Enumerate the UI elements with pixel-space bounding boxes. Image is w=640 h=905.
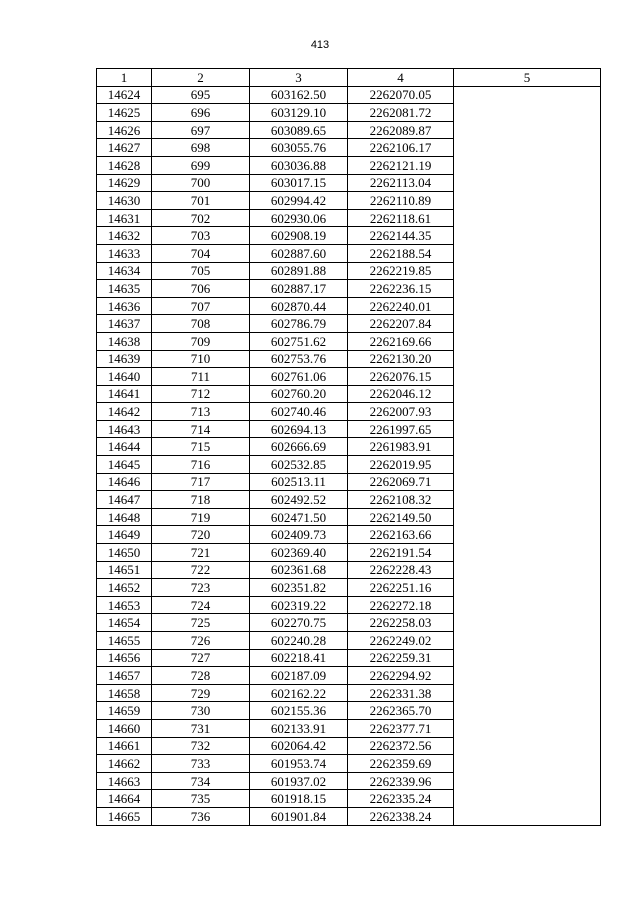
x-coordinate-cell: 602753.76: [250, 350, 348, 368]
point-number-cell: 726: [152, 632, 250, 650]
point-number-cell: 715: [152, 438, 250, 456]
point-number-cell: 722: [152, 561, 250, 579]
column-header-4: 4: [348, 69, 454, 87]
y-coordinate-cell: 2262191.54: [348, 544, 454, 562]
point-number-cell: 730: [152, 702, 250, 720]
table-header: [97, 69, 601, 87]
row-number-cell: 14633: [97, 244, 152, 262]
row-number-cell: 14636: [97, 297, 152, 315]
x-coordinate-cell: 602471.50: [250, 508, 348, 526]
y-coordinate-cell: 2262359.69: [348, 755, 454, 773]
y-coordinate-cell: 2262076.15: [348, 368, 454, 386]
row-number-cell: 14658: [97, 684, 152, 702]
row-number-cell: 14629: [97, 174, 152, 192]
table-body: [97, 86, 601, 825]
y-coordinate-cell: 2261983.91: [348, 438, 454, 456]
y-coordinate-cell: 2262118.61: [348, 209, 454, 227]
x-coordinate-cell: 602740.46: [250, 403, 348, 421]
x-coordinate-cell: 602361.68: [250, 561, 348, 579]
column-header-3: 3: [250, 69, 348, 87]
point-number-cell: 698: [152, 139, 250, 157]
x-coordinate-cell: 602694.13: [250, 420, 348, 438]
row-number-cell: 14632: [97, 227, 152, 245]
point-number-cell: 696: [152, 104, 250, 122]
row-number-cell: 14648: [97, 508, 152, 526]
row-number-cell: 14665: [97, 807, 152, 825]
x-coordinate-cell: 603089.65: [250, 121, 348, 139]
point-number-cell: 731: [152, 719, 250, 737]
row-number-cell: 14644: [97, 438, 152, 456]
row-number-cell: 14637: [97, 315, 152, 333]
x-coordinate-cell: 602155.36: [250, 702, 348, 720]
point-number-cell: 714: [152, 420, 250, 438]
x-coordinate-cell: 602994.42: [250, 192, 348, 210]
y-coordinate-cell: 2262089.87: [348, 121, 454, 139]
row-number-cell: 14661: [97, 737, 152, 755]
x-coordinate-cell: 603017.15: [250, 174, 348, 192]
x-coordinate-cell: 602409.73: [250, 526, 348, 544]
point-number-cell: 701: [152, 192, 250, 210]
row-number-cell: 14660: [97, 719, 152, 737]
x-coordinate-cell: 603055.76: [250, 139, 348, 157]
y-coordinate-cell: 2262110.89: [348, 192, 454, 210]
y-coordinate-cell: 2262372.56: [348, 737, 454, 755]
y-coordinate-cell: 2262188.54: [348, 244, 454, 262]
row-number-cell: 14649: [97, 526, 152, 544]
row-number-cell: 14659: [97, 702, 152, 720]
point-number-cell: 700: [152, 174, 250, 192]
y-coordinate-cell: 2262219.85: [348, 262, 454, 280]
point-number-cell: 709: [152, 332, 250, 350]
y-coordinate-cell: 2262240.01: [348, 297, 454, 315]
point-number-cell: 705: [152, 262, 250, 280]
x-coordinate-cell: 602187.09: [250, 667, 348, 685]
coordinates-table: [96, 68, 601, 826]
x-coordinate-cell: 602887.60: [250, 244, 348, 262]
x-coordinate-cell: 601918.15: [250, 790, 348, 808]
x-coordinate-cell: 602270.75: [250, 614, 348, 632]
row-number-cell: 14664: [97, 790, 152, 808]
y-coordinate-cell: 2262377.71: [348, 719, 454, 737]
y-coordinate-cell: 2262149.50: [348, 508, 454, 526]
y-coordinate-cell: 2262070.05: [348, 86, 454, 104]
row-number-cell: 14645: [97, 456, 152, 474]
row-number-cell: 14639: [97, 350, 152, 368]
point-number-cell: 734: [152, 772, 250, 790]
point-number-cell: 727: [152, 649, 250, 667]
x-coordinate-cell: 602064.42: [250, 737, 348, 755]
y-coordinate-cell: 2262163.66: [348, 526, 454, 544]
point-number-cell: 708: [152, 315, 250, 333]
row-number-cell: 14641: [97, 385, 152, 403]
y-coordinate-cell: 2262249.02: [348, 632, 454, 650]
x-coordinate-cell: 602319.22: [250, 596, 348, 614]
x-coordinate-cell: 602513.11: [250, 473, 348, 491]
point-number-cell: 699: [152, 156, 250, 174]
point-number-cell: 717: [152, 473, 250, 491]
x-coordinate-cell: 602891.88: [250, 262, 348, 280]
y-coordinate-cell: 2262294.92: [348, 667, 454, 685]
row-number-cell: 14655: [97, 632, 152, 650]
x-coordinate-cell: 602870.44: [250, 297, 348, 315]
point-number-cell: 733: [152, 755, 250, 773]
x-coordinate-cell: 602760.20: [250, 385, 348, 403]
row-number-cell: 14635: [97, 280, 152, 298]
point-number-cell: 697: [152, 121, 250, 139]
point-number-cell: 718: [152, 491, 250, 509]
point-number-cell: 702: [152, 209, 250, 227]
x-coordinate-cell: 601953.74: [250, 755, 348, 773]
x-coordinate-cell: 601901.84: [250, 807, 348, 825]
x-coordinate-cell: 602162.22: [250, 684, 348, 702]
point-number-cell: 719: [152, 508, 250, 526]
x-coordinate-cell: 603162.50: [250, 86, 348, 104]
row-number-cell: 14638: [97, 332, 152, 350]
point-number-cell: 703: [152, 227, 250, 245]
page-number: 413: [310, 39, 330, 51]
y-coordinate-cell: 2262335.24: [348, 790, 454, 808]
point-number-cell: 729: [152, 684, 250, 702]
x-coordinate-cell: 602369.40: [250, 544, 348, 562]
y-coordinate-cell: 2262338.24: [348, 807, 454, 825]
x-coordinate-cell: 602666.69: [250, 438, 348, 456]
y-coordinate-cell: 2261997.65: [348, 420, 454, 438]
row-number-cell: 14625: [97, 104, 152, 122]
point-number-cell: 735: [152, 790, 250, 808]
point-number-cell: 707: [152, 297, 250, 315]
x-coordinate-cell: 602351.82: [250, 579, 348, 597]
point-number-cell: 720: [152, 526, 250, 544]
y-coordinate-cell: 2262207.84: [348, 315, 454, 333]
row-number-cell: 14646: [97, 473, 152, 491]
x-coordinate-cell: 602908.19: [250, 227, 348, 245]
row-number-cell: 14630: [97, 192, 152, 210]
column-header-5: 5: [454, 69, 601, 87]
point-number-cell: 712: [152, 385, 250, 403]
row-number-cell: 14647: [97, 491, 152, 509]
header-row: [97, 69, 601, 87]
row-number-cell: 14652: [97, 579, 152, 597]
y-coordinate-cell: 2262228.43: [348, 561, 454, 579]
row-number-cell: 14651: [97, 561, 152, 579]
point-number-cell: 736: [152, 807, 250, 825]
point-number-cell: 728: [152, 667, 250, 685]
point-number-cell: 716: [152, 456, 250, 474]
row-number-cell: 14656: [97, 649, 152, 667]
column-header-1: 1: [97, 69, 152, 87]
y-coordinate-cell: 2262069.71: [348, 473, 454, 491]
y-coordinate-cell: 2262081.72: [348, 104, 454, 122]
row-number-cell: 14643: [97, 420, 152, 438]
x-coordinate-cell: 602240.28: [250, 632, 348, 650]
y-coordinate-cell: 2262236.15: [348, 280, 454, 298]
y-coordinate-cell: 2262259.31: [348, 649, 454, 667]
y-coordinate-cell: 2262108.32: [348, 491, 454, 509]
row-number-cell: 14627: [97, 139, 152, 157]
x-coordinate-cell: 602751.62: [250, 332, 348, 350]
row-number-cell: 14624: [97, 86, 152, 104]
table-row: [97, 86, 601, 104]
point-number-cell: 724: [152, 596, 250, 614]
y-coordinate-cell: 2262169.66: [348, 332, 454, 350]
column-header-2: 2: [152, 69, 250, 87]
point-number-cell: 723: [152, 579, 250, 597]
row-number-cell: 14653: [97, 596, 152, 614]
row-number-cell: 14662: [97, 755, 152, 773]
point-number-cell: 704: [152, 244, 250, 262]
y-coordinate-cell: 2262113.04: [348, 174, 454, 192]
x-coordinate-cell: 602218.41: [250, 649, 348, 667]
row-number-cell: 14631: [97, 209, 152, 227]
y-coordinate-cell: 2262019.95: [348, 456, 454, 474]
x-coordinate-cell: 602761.06: [250, 368, 348, 386]
point-number-cell: 710: [152, 350, 250, 368]
y-coordinate-cell: 2262365.70: [348, 702, 454, 720]
y-coordinate-cell: 2262144.35: [348, 227, 454, 245]
x-coordinate-cell: 601937.02: [250, 772, 348, 790]
row-number-cell: 14657: [97, 667, 152, 685]
row-number-cell: 14642: [97, 403, 152, 421]
y-coordinate-cell: 2262046.12: [348, 385, 454, 403]
x-coordinate-cell: 602887.17: [250, 280, 348, 298]
y-coordinate-cell: 2262331.38: [348, 684, 454, 702]
row-number-cell: 14634: [97, 262, 152, 280]
row-number-cell: 14640: [97, 368, 152, 386]
y-coordinate-cell: 2262106.17: [348, 139, 454, 157]
point-number-cell: 713: [152, 403, 250, 421]
x-coordinate-cell: 602930.06: [250, 209, 348, 227]
point-number-cell: 721: [152, 544, 250, 562]
y-coordinate-cell: 2262272.18: [348, 596, 454, 614]
row-number-cell: 14628: [97, 156, 152, 174]
x-coordinate-cell: 603129.10: [250, 104, 348, 122]
x-coordinate-cell: 602492.52: [250, 491, 348, 509]
row-number-cell: 14650: [97, 544, 152, 562]
point-number-cell: 695: [152, 86, 250, 104]
x-coordinate-cell: 602532.85: [250, 456, 348, 474]
row-number-cell: 14626: [97, 121, 152, 139]
y-coordinate-cell: 2262130.20: [348, 350, 454, 368]
point-number-cell: 706: [152, 280, 250, 298]
y-coordinate-cell: 2262339.96: [348, 772, 454, 790]
column-5-empty-cell: [454, 86, 601, 825]
x-coordinate-cell: 603036.88: [250, 156, 348, 174]
x-coordinate-cell: 602133.91: [250, 719, 348, 737]
x-coordinate-cell: 602786.79: [250, 315, 348, 333]
y-coordinate-cell: 2262258.03: [348, 614, 454, 632]
point-number-cell: 725: [152, 614, 250, 632]
point-number-cell: 711: [152, 368, 250, 386]
y-coordinate-cell: 2262121.19: [348, 156, 454, 174]
row-number-cell: 14663: [97, 772, 152, 790]
y-coordinate-cell: 2262007.93: [348, 403, 454, 421]
point-number-cell: 732: [152, 737, 250, 755]
y-coordinate-cell: 2262251.16: [348, 579, 454, 597]
row-number-cell: 14654: [97, 614, 152, 632]
